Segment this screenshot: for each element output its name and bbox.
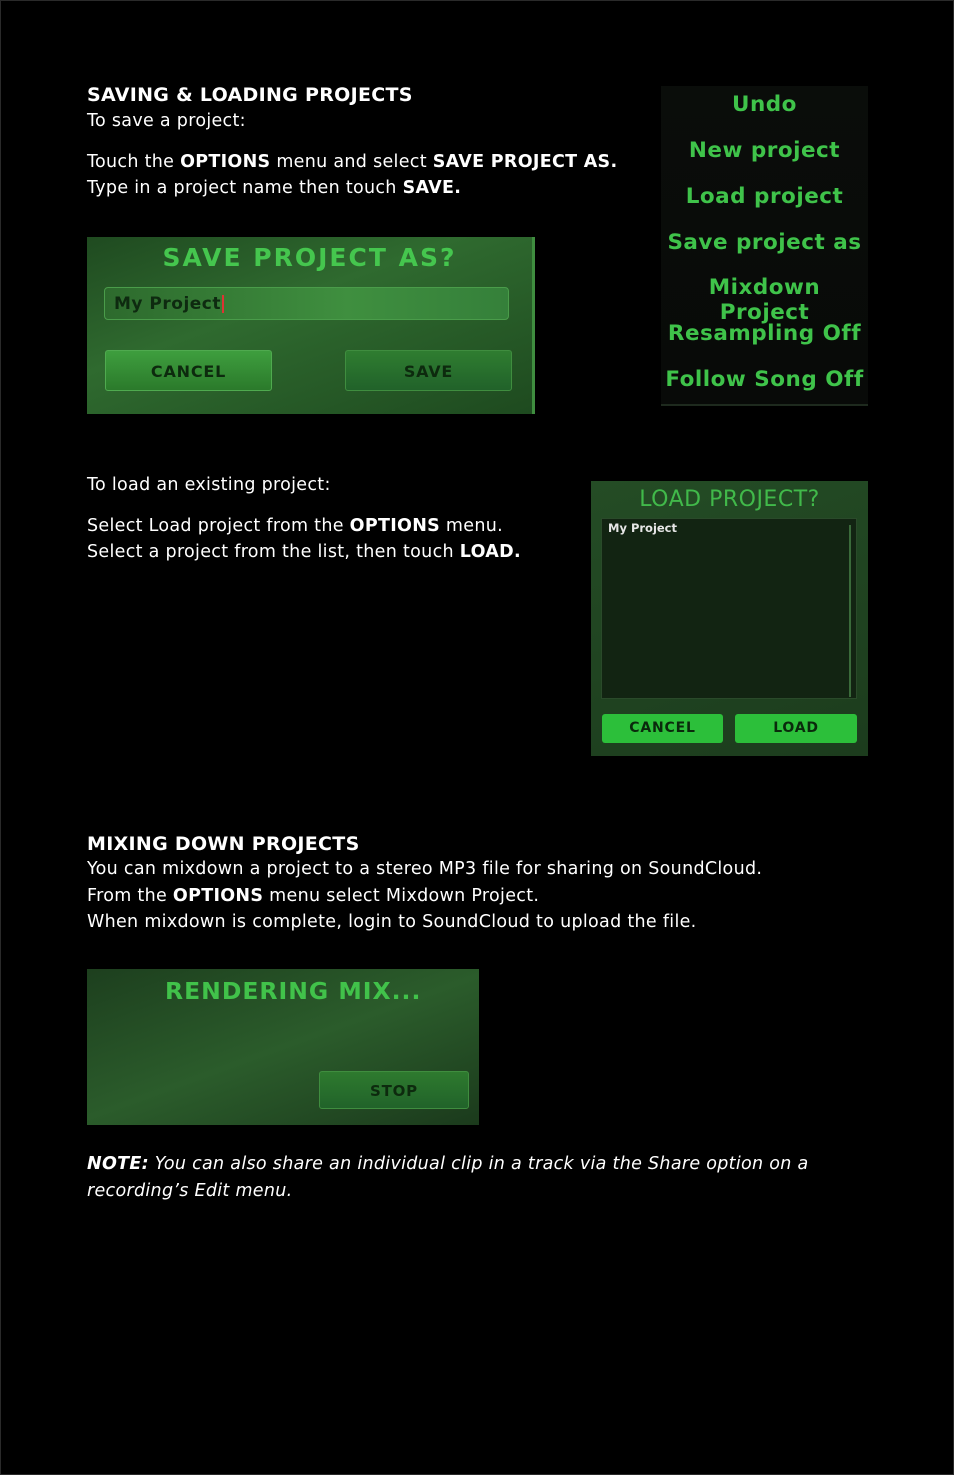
cancel-button[interactable]: CANCEL (105, 350, 272, 391)
menu-item-new-project[interactable]: New project (688, 138, 841, 163)
menu-item-mixdown-project[interactable]: Mixdown Project (708, 275, 821, 325)
saving-section (87, 84, 657, 202)
load-instruction-1: Select Load project from the OPTIONS menu. (87, 515, 503, 536)
menu-item-follow-song[interactable]: Follow Song Off (665, 367, 864, 392)
note-line-2: recording’s Edit menu. (87, 1180, 293, 1201)
section-heading-saving: SAVING & LOADING PROJECTS (87, 84, 413, 106)
save-button[interactable]: SAVE (345, 350, 512, 391)
save-instruction-2: Type in a project name then touch SAVE. (87, 178, 462, 198)
project-name-input[interactable]: My Project (104, 287, 509, 320)
menu-item-resampling[interactable]: Resampling Off (667, 321, 862, 346)
note-line-1: NOTE: You can also share an individual clip in a track via the Share option on a (87, 1154, 809, 1174)
dialog-title: RENDERING MIX... (165, 977, 422, 1005)
save-intro: To save a project: (87, 111, 246, 131)
dialog-title: SAVE PROJECT AS? (162, 243, 457, 272)
mixdown-text-1: You can mixdown a project to a stereo MP3 file for sharing on SoundCloud. (87, 859, 763, 879)
scrollbar[interactable] (849, 525, 851, 697)
load-instruction-2: Select a project from the list, then touch LOAD. (87, 542, 521, 562)
dialog-title: LOAD PROJECT? (639, 487, 820, 512)
rendering-mix-dialog (87, 969, 479, 1125)
loading-section (87, 472, 577, 566)
text-caret (222, 295, 224, 313)
load-project-dialog (591, 481, 868, 756)
list-item[interactable]: My Project (608, 521, 677, 535)
cancel-button[interactable]: CANCEL (602, 714, 723, 743)
project-list[interactable] (601, 518, 857, 699)
mixdown-section (87, 833, 887, 936)
save-instruction-1: Touch the OPTIONS menu and select SAVE PROJECT AS. (87, 151, 618, 172)
menu-item-undo[interactable]: Undo (732, 92, 797, 117)
save-project-dialog (87, 237, 535, 414)
section-heading-mixdown: MIXING DOWN PROJECTS (87, 833, 360, 855)
menu-item-save-project-as[interactable]: Save project as (667, 230, 862, 255)
mixdown-text-2: From the OPTIONS menu select Mixdown Project. (87, 885, 540, 906)
note (87, 1151, 887, 1204)
stop-button[interactable]: STOP (319, 1071, 469, 1109)
menu-item-load-project[interactable]: Load project (685, 184, 844, 209)
mixdown-text-3: When mixdown is complete, login to SoundCloud to upload the file. (87, 912, 697, 932)
options-menu (661, 86, 868, 406)
load-button[interactable]: LOAD (735, 714, 857, 743)
load-intro: To load an existing project: (87, 475, 331, 495)
